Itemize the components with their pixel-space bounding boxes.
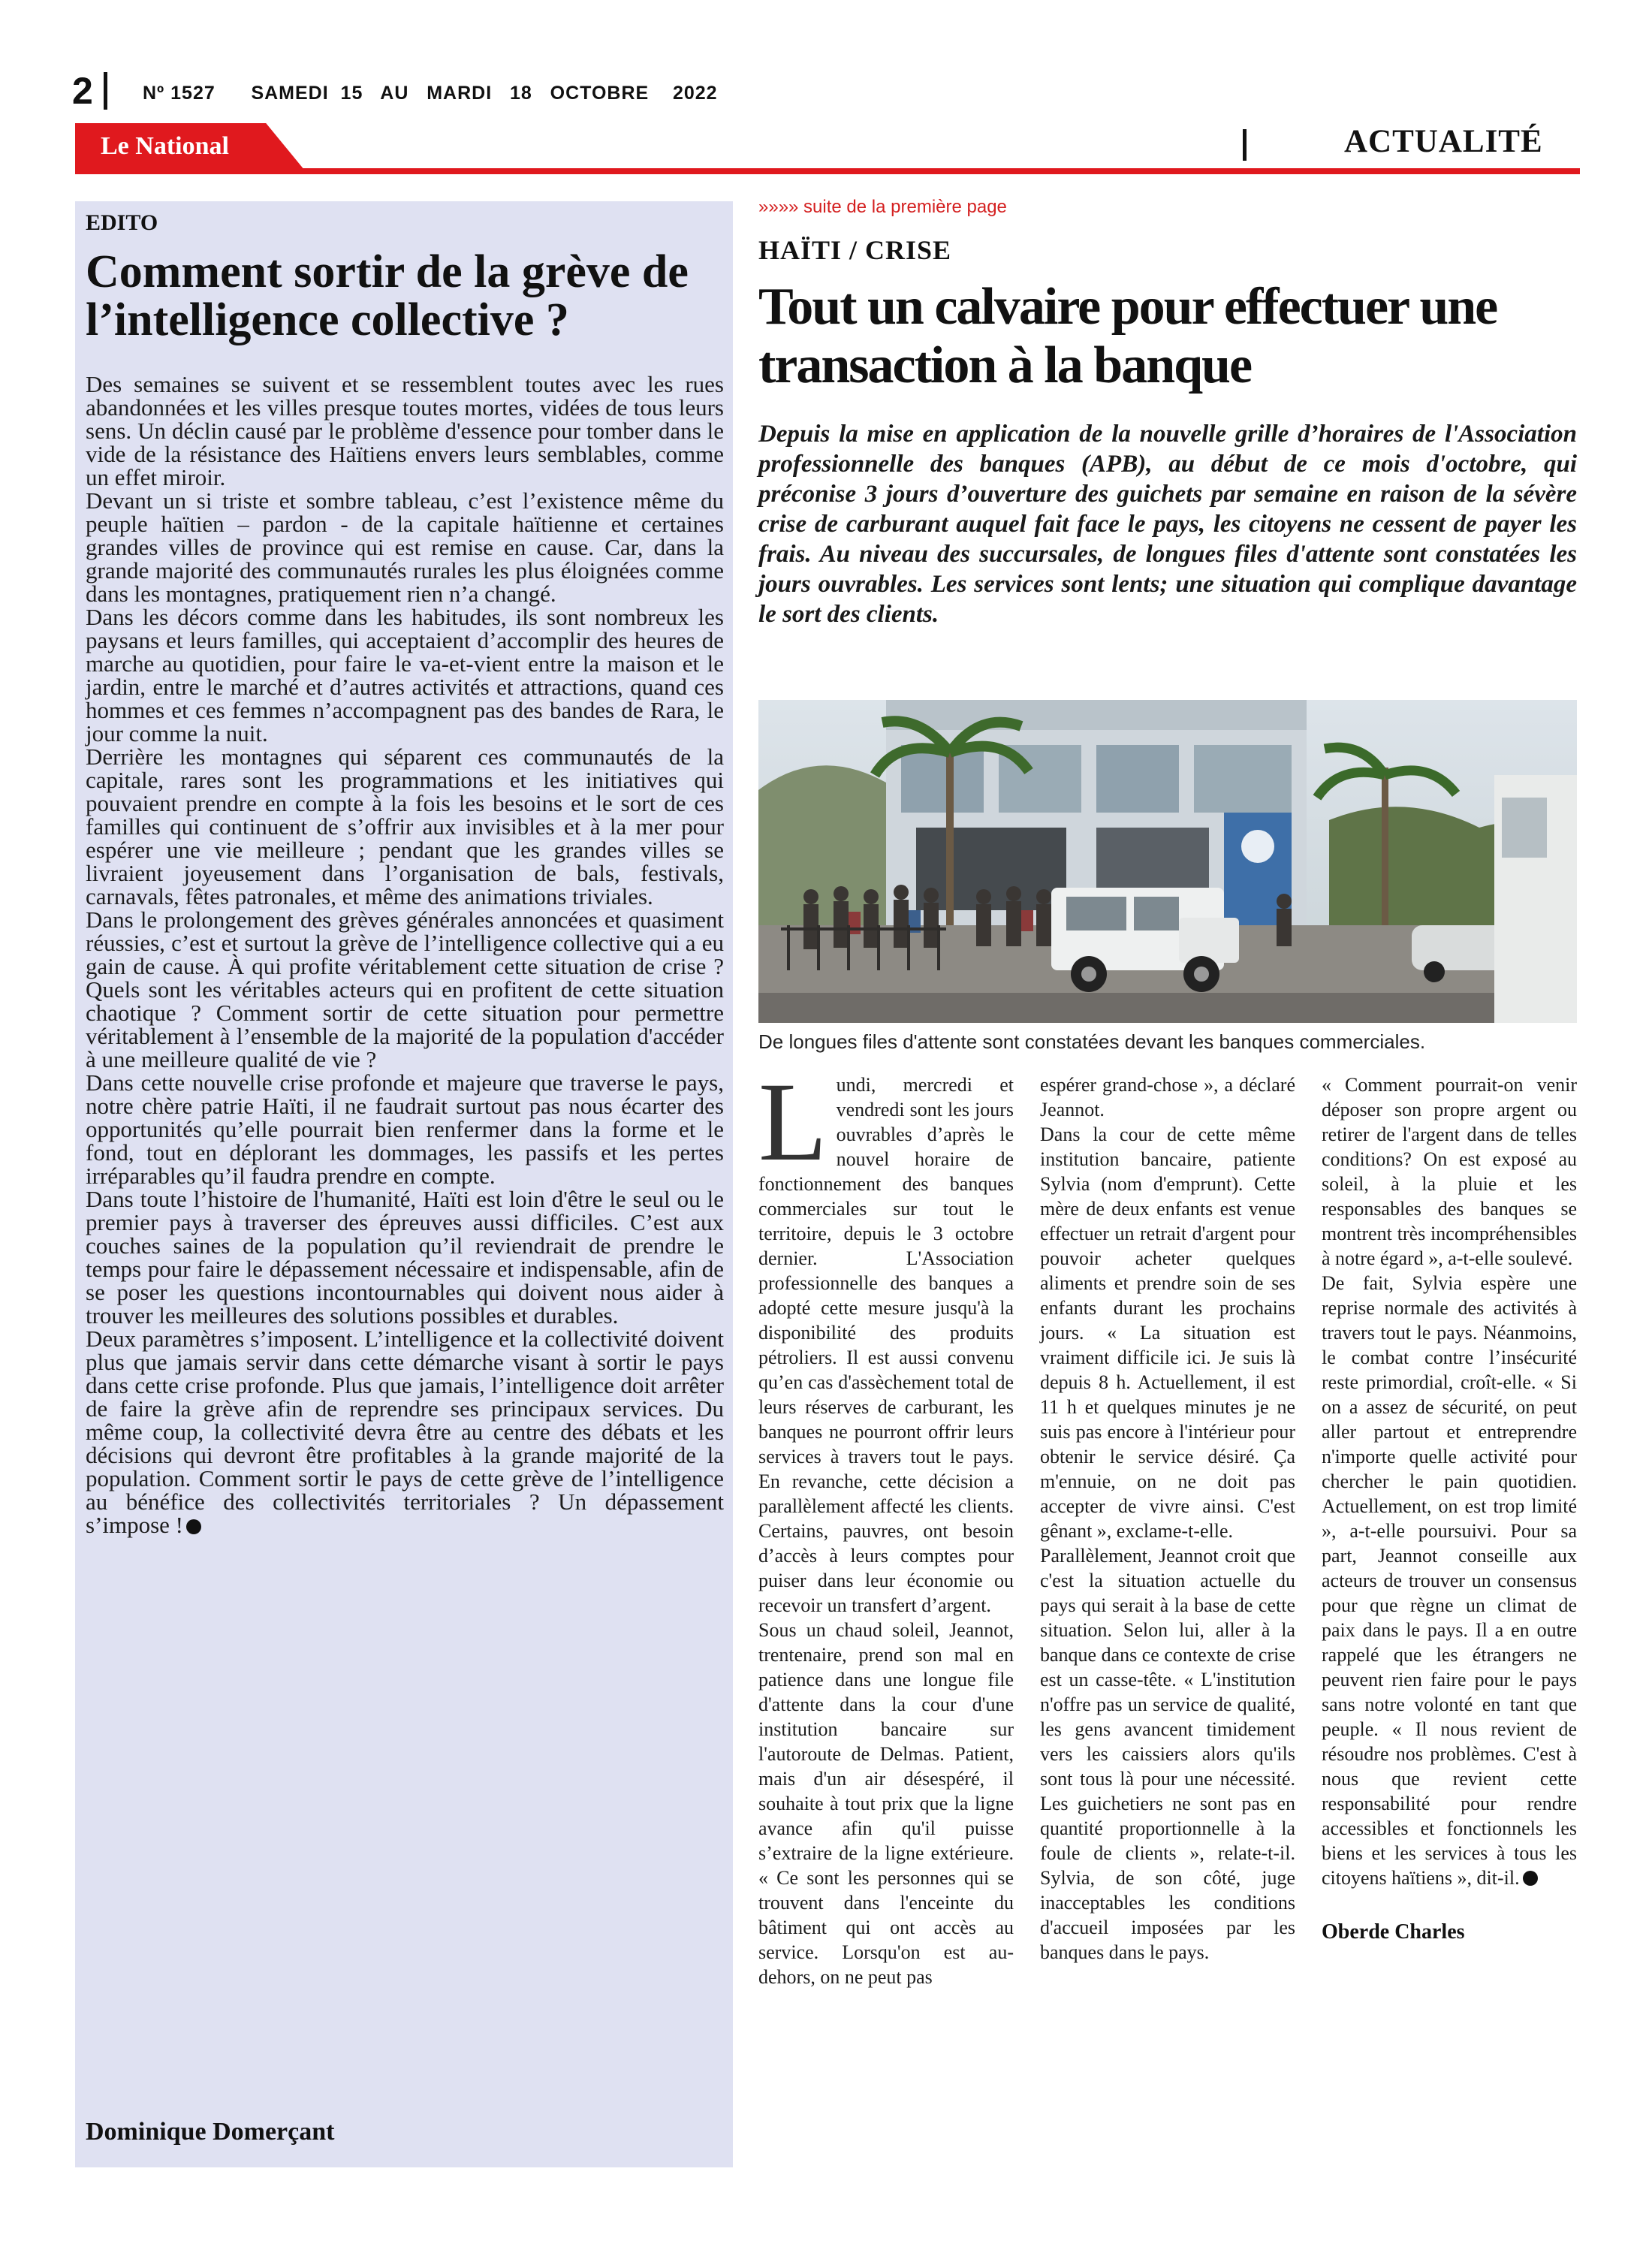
page-number-divider	[104, 72, 107, 110]
edito-author: Dominique Domerçant	[86, 2118, 335, 2146]
edito-kicker: EDITO	[86, 210, 158, 235]
article-paragraph: Parallèlement, Jeannot croit que c'est la situation actuelle du pays qui serait à la base de cette situation. Selon lui, aller à la banque dans ce contexte de crise est un casse-tête. « L'institution n'offre pas un service de qualité, les gens avancent timidement vers les caissiers alors qu'ils sont tous là pour une nécessité. Les guichetiers ne sont pas en quantité proportionnelle à la foule de clients », relate-t-il. Sylvia, de son côté, juge inacceptables les conditions d'accueil imposées par les banques dans le pays.	[1040, 1545, 1296, 1963]
article-title: Tout un calvaire pour effectuer une transaction à la banque	[758, 278, 1497, 394]
bank-queue-photo	[758, 700, 1577, 1023]
article-column-2	[1040, 1072, 1295, 1965]
edito-paragraph: Dans le prolongement des grèves générales annoncées et quasiment réussies, c’est et surtout la grève de l’intelligence collective qui a eu gain de cause. À qui profite véritablement cette situation de crise ? Quels sont les véritables acteurs qui en profitent de cette situation chaotique ? Comment sortir de cette situation pour permettre véritablement à l’ensemble de la majorité de la population d'accéder à une meilleure qualité de vie ?	[86, 906, 724, 1072]
article-column-3	[1322, 1072, 1577, 1944]
header-rule	[75, 168, 1580, 174]
edito-paragraph	[86, 1327, 724, 1537]
article-paragraph: « Comment pourrait-on venir déposer son propre argent ou retirer de l'argent dans de telles conditions? On est exposé au soleil, à la pluie et les responsables des banques se montrent très incompréhensibles à notre égard », a-t-elle soulevé.	[1322, 1074, 1577, 1269]
brand-name: Le National	[101, 132, 229, 160]
issue-date: SAMEDI 15 AU MARDI 18 OCTOBRE 2022	[251, 83, 718, 104]
article-column-1	[758, 1060, 1014, 1989]
section-label: ACTUALITÉ	[1344, 124, 1543, 159]
edito-title: Comment sortir de la grève de l’intelligence collective ?	[86, 246, 689, 345]
edito-paragraph: Dans toute l’histoire de l'humanité, Haïti est loin d'être le seul ou le premier pays à traverser des épreuves aussi difficiles. C’est aux couches saines de la population qu’il reviendrait de prendre le temps pour faire le dépassement nécessaire et indispensable, afin de se poser les questions incontournables qui doivent nous aider à trouver les meilleures des solutions possibles et durables.	[86, 1186, 724, 1329]
article-paragraph: undi, mercredi et vendredi sont les jours ouvrables d’après le nouvel horaire de fonctionnement des banques commerciales sur tout le territoire, depuis le 3 octobre dernier. L'Association professionnelle des banques a adopté cette mesure jusqu'à la disponibilité des produits pétroliers. Il est aussi convenu qu’en cas d'assèchement total de leurs réserves de carburant, les banques ne pourront offrir leurs services à travers tout le pays. En revanche, cette décision a parallèlement affecté les clients. Certains, pauvres, ont besoin d’accès à leurs comptes pour puiser dans leur économie ou recevoir un transfert d’argent.	[758, 1074, 1014, 1616]
issue-number: Nº 1527	[143, 83, 216, 104]
edito-paragraph: Derrière les montagnes qui séparent ces communautés de la capitale, rares sont les programmations et les initiatives qui pouvaient prendre en compte à la fois les besoins et le sort de ces familles qui continuent de s’offrir aux invisibles et à la mer pour espérer une vie meilleure ; pendant que les grandes villes se livraient joyeusement dans l’organisation de bals, festivals, carnavals, fêtes patronales, et même des animations triviales.	[86, 743, 724, 909]
edito-paragraph-text: Deux paramètres s’imposent. L’intelligence et la collectivité doivent plus que jamais servir dans cette démarche visant à sortir le pays dans cette crise profonde. Plus que jamais, l’intelligence doit arrêter de faire la grève afin de reprendre ses principaux services. Du même coup, la collectivité devra être au centre des débats et les décisions qui devront être profitables à la grande majorité de la population. Comment sortir le pays de cette grève de l’intelligence au bénéfice des collectivités territoriales ? Un dépassement s’impose !	[86, 1326, 724, 1538]
article-paragraph: Dans la cour de cette même institution bancaire, patiente Sylvia (nom d'emprunt). Cette mère de deux enfants est venue effectuer un retrait d'argent pour pouvoir acheter quelques aliments et prendre soin de ses enfants durant les prochains jours. « La situation est vraiment difficile ici. Je suis là depuis 8 h. Actuellement, il est 11 h et quelques minutes je ne suis pas encore à l'intérieur pour obtenir le service désiré. Ça m'ennuie, on ne doit pas accepter de vivre ainsi. C'est gênant », exclame-t-elle.	[1040, 1123, 1295, 1542]
article-paragraph	[1322, 1271, 1577, 1890]
drop-cap: L	[758, 1060, 828, 1184]
edito-paragraph: Des semaines se suivent et se ressemblent toutes avec les rues abandonnées et les villes presque toutes mortes, vidées de tous leurs sens. Un déclin causé par le problème d'essence pour tomber dans le vide de la résistance des Haïtiens envers leurs semblables, comme un effet miroir.	[86, 371, 724, 490]
section-divider	[1243, 129, 1247, 161]
continued-link[interactable]: »»»» suite de la première page	[758, 197, 1007, 217]
edito-paragraph: Dans cette nouvelle crise profonde et majeure que traverse le pays, notre chère patrie Haïti, il ne faudrait surtout pas nous écarter des opportunités qu’elle pourrait bien renfermer dans la forme et le fond, tout en déplorant les dommages, les passifs et les pertes irréparables qu’il faudra prendre en compte.	[86, 1069, 724, 1189]
end-mark-icon	[186, 1519, 201, 1534]
article-paragraph: Sous un chaud soleil, Jeannot, trentenaire, prend son mal en patience dans une longue file d'attente dans la cour d'une institution bancaire sur l'autoroute de Delmas. Patient, mais d'un air désespéré, il souhaite à tout prix que la ligne avance afin qu'il puisse s’extraire de la ligne extérieure. « Ce sont les personnes qui se trouvent dans l'enceinte du bâtiment qui ont accès au service. Lorsqu'on est au-dehors, on ne peut pas	[758, 1619, 1014, 1988]
article-author: Oberde Charles	[1322, 1920, 1465, 1944]
edito-body	[86, 372, 724, 1537]
photo-caption: De longues files d'attente sont constatées devant les banques commerciales.	[758, 1030, 1426, 1053]
edito-paragraph: Devant un si triste et sombre tableau, c’est l’existence même du peuple haïtien – pardon - de la capitale haïtienne et certaines grandes villes de province qui est remise en cause. Car, dans la grande majorité des communautés rurales les plus éloignées comme dans les montagnes, pratiquement rien n’a changé.	[86, 487, 724, 607]
issue-date-line	[143, 83, 718, 104]
article-kicker: HAÏTI / CRISE	[758, 235, 952, 265]
article-lead: Depuis la mise en application de la nouvelle grille d’horaires de l'Association professionnelle des banques (APB), au début de ce mois d'octobre, qui préconise 3 jours d’ouverture des guichets par semaine en raison de la sévère crise de carburant auquel fait face le pays, les citoyens ne cessent de payer les frais. Au niveau des succursales, de longues files d'attente sont constatées les jours ouvrables. Les services sont lents; une situation qui complique davantage le sort des clients.	[758, 421, 1577, 628]
end-mark-icon	[1523, 1871, 1538, 1886]
page-number: 2	[72, 70, 93, 112]
article-paragraph-text: De fait, Sylvia espère une reprise normale des activités à travers tout le pays. Néanmoins, le combat contre l’insécurité reste primordial, croît-elle. « Si on a assez de sécurité, on peut aller partout et entreprendre n'importe quelle activité pour chercher le pain quotidien. Actuellement, on est trop limité », a-t-elle poursuivi. Pour sa part, Jeannot conseille aux acteurs de trouver un consensus pour que règne un climat de paix dans le pays. Il a en outre rappelé que les étrangers ne peuvent rien faire pour le pays sans notre volonté en tant que peuple. « Il nous revient de résoudre nos problèmes. C'est à nous que revient cette responsabilité pour rendre accessibles et fonctionnels les biens et les services à tous les citoyens haïtiens », dit-il.	[1322, 1272, 1577, 1889]
article-paragraph: espérer grand-chose », a déclaré Jeannot.	[1040, 1074, 1295, 1120]
edito-paragraph: Dans les décors comme dans les habitudes, ils sont nombreux les paysans et leurs familles, qui acceptaient d’accomplir des heures de marche au quotidien, pour faire le va-et-vient entre la maison et le jardin, entre le marché et d’autres activités et attractions, quand ces hommes et ces femmes n’accompagnent pas des bandes de Rara, le jour comme la nuit.	[86, 604, 724, 746]
